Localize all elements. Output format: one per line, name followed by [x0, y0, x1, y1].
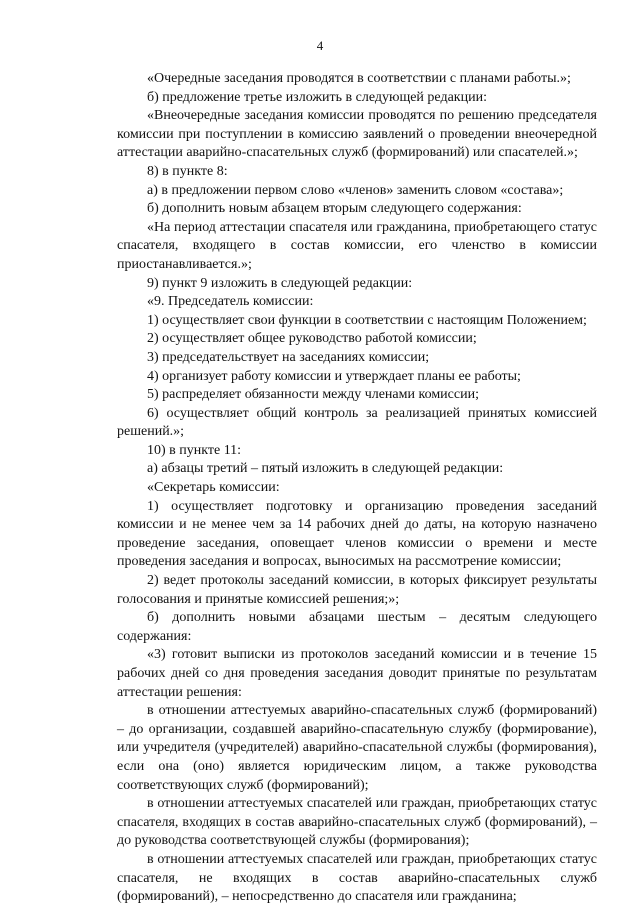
paragraph: 9) пункт 9 изложить в следующей редакции:: [147, 275, 413, 291]
page-number: 4: [316, 38, 324, 53]
paragraph: 6) осуществляет общий контроль за реализацией принятых комиссией решений.»;: [117, 405, 597, 440]
paragraph: а) в предложении первом слово «членов» заменить словом «состава»;: [147, 182, 564, 198]
paragraph: «Секретарь комиссии:: [147, 480, 280, 496]
paragraph: «На период аттестации спасателя или гражданина, приобретающего статус спасателя, входящего в состав комиссии, его членство в комиссии приостанавливается.»;: [117, 219, 597, 272]
paragraph: «Внеочередные заседания комиссии проводятся по решению председателя комиссии при поступлении в комиссию заявлений о проведении внеочередной аттестации аварийно-спасательных служб (формирований) или спасателей.»;: [117, 108, 597, 161]
paragraph: в отношении аттестуемых аварийно-спасательных служб (формирований) – до организации, создавшей аварийно-спасательную службу (формирование), или учредителя (учредителей) аварийно-спасательной службы (формирования), если она (оно) является юридическим лицом, а также руководства соответствующих служб (формирований);: [117, 703, 597, 793]
paragraph: б) дополнить новым абзацем вторым следующего содержания:: [147, 201, 522, 217]
paragraph: в отношении аттестуемых спасателей или граждан, приобретающих статус спасателя, входящих в состав аварийно-спасательных служб (формирований), – до руководства соответствующей службы (формирования);: [117, 796, 597, 849]
paragraph: 5) распределяет обязанности между членами комиссии;: [147, 387, 479, 403]
paragraph: 2) осуществляет общее руководство работой комиссии;: [147, 331, 477, 347]
paragraph: 8) в пункте 8:: [147, 163, 228, 179]
paragraph: «Очередные заседания проводятся в соответствии с планами работы.»;: [147, 71, 571, 86]
paragraph: б) дополнить новыми абзацами шестым – десятым следующего содержания:: [117, 610, 597, 644]
paragraph: 1) осуществляет подготовку и организацию проведения заседаний комиссии и не менее чем за 14 рабочих дней до даты, на которую назначено проведение заседания, оповещает членов комиссии о времени и месте проведения заседания и вопросах, выносимых на рассмотрение комиссии;: [117, 498, 597, 570]
paragraph: 1) осуществляет свои функции в соответствии с настоящим Положением;: [147, 312, 587, 328]
paragraph: «9. Председатель комиссии:: [147, 294, 314, 310]
paragraph: 10) в пункте 11:: [147, 442, 242, 458]
document-body: [117, 70, 597, 907]
paragraph: 2) ведет протоколы заседаний комиссии, в которых фиксирует результаты голосования и принятые комиссией решения;»;: [117, 573, 597, 607]
paragraph: б) предложение третье изложить в следующей редакции:: [147, 89, 487, 105]
paragraph: «3) готовит выписки из протоколов заседаний комиссии и в течение 15 рабочих дней со дня проведения заседания доводит принятые по результатам аттестации решения:: [117, 647, 597, 700]
paragraph: 4) организует работу комиссии и утверждает планы ее работы;: [147, 368, 521, 384]
paragraph: а) абзацы третий – пятый изложить в следующей редакции:: [147, 461, 504, 477]
paragraph: 3) председательствует на заседаниях комиссии;: [147, 349, 430, 365]
paragraph: в отношении аттестуемых спасателей или граждан, приобретающих статус спасателя, не входящих в состав аварийно-спасательных служб (формирований), – непосредственно до спасателя или гражданина;: [117, 851, 597, 905]
